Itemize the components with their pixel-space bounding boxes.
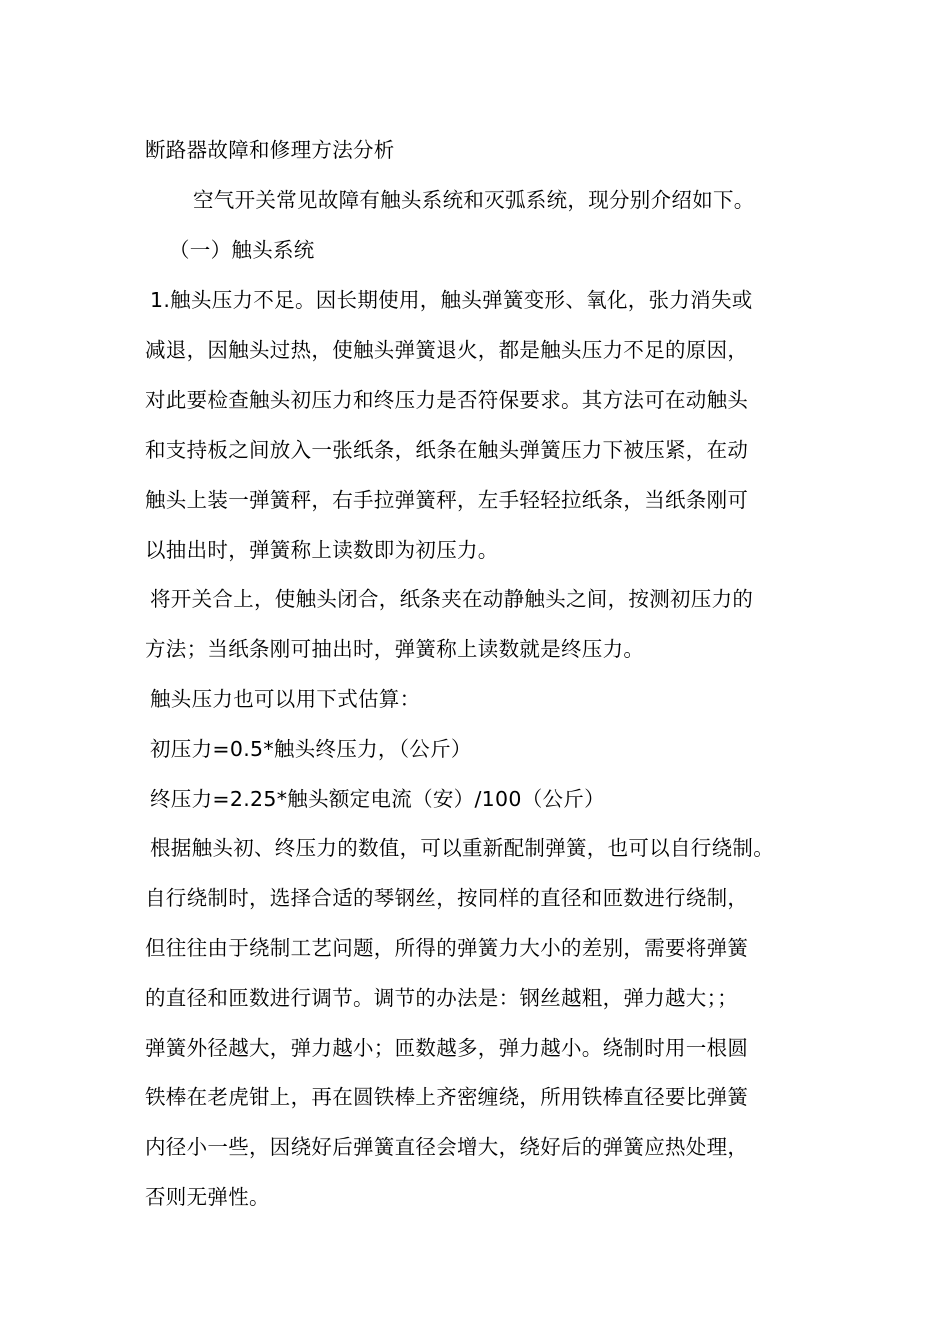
body-line: 触头上装一弹簧秤，右手拉弹簧秤，左手轻轻拉纸条，当纸条刚可 [145, 488, 749, 512]
body-line: 内径小一些，因绕好后弹簧直径会增大，绕好后的弹簧应热处理， [145, 1135, 749, 1159]
body-line: 弹簧外径越大，弹力越小；匝数越多，弹力越小。绕制时用一根圆 [145, 1036, 749, 1060]
body-line: 根据触头初、终压力的数值，可以重新配制弹簧，也可以自行绕制。 [150, 836, 774, 860]
body-line: 1.触头压力不足。因长期使用，触头弹簧变形、氧化，张力消失或 [150, 288, 753, 312]
body-line: 自行绕制时，选择合适的琴钢丝，按同样的直径和匝数进行绕制， [145, 886, 749, 910]
body-line: 和支持板之间放入一张纸条，纸条在触头弹簧压力下被压紧，在动 [145, 438, 749, 462]
formula-line: 终压力=2.25*触头额定电流（安）/100（公斤） [150, 787, 605, 811]
body-line: 否则无弹性。 [145, 1185, 270, 1209]
body-line: 但往往由于绕制工艺问题，所得的弹簧力大小的差别，需要将弹簧 [145, 936, 749, 960]
body-line: 将开关合上，使触头闭合，纸条夹在动静触头之间，按测初压力的 [150, 587, 754, 611]
body-line: 减退，因触头过热，使触头弹簧退火，都是触头压力不足的原因， [145, 338, 749, 362]
body-line: 的直径和匝数进行调节。调节的办法是：钢丝越粗，弹力越大；； [145, 986, 738, 1010]
document-title: 断路器故障和修理方法分析 [145, 138, 395, 162]
body-line: 触头压力也可以用下式估算： [150, 687, 421, 711]
body-line: 对此要检查触头初压力和终压力是否符保要求。其方法可在动触头 [145, 388, 749, 412]
body-line: 方法；当纸条刚可抽出时，弹簧称上读数就是终压力。 [145, 637, 645, 661]
body-line: 铁棒在老虎钳上，再在圆铁棒上齐密缠绕，所用铁棒直径要比弹簧 [145, 1085, 749, 1109]
section-heading: （一）触头系统 [169, 238, 315, 262]
intro-paragraph: 空气开关常见故障有触头系统和灭弧系统，现分别介绍如下。 [193, 188, 755, 212]
body-line: 以抽出时，弹簧称上读数即为初压力。 [145, 538, 499, 562]
formula-line: 初压力=0.5*触头终压力，（公斤） [150, 737, 472, 761]
